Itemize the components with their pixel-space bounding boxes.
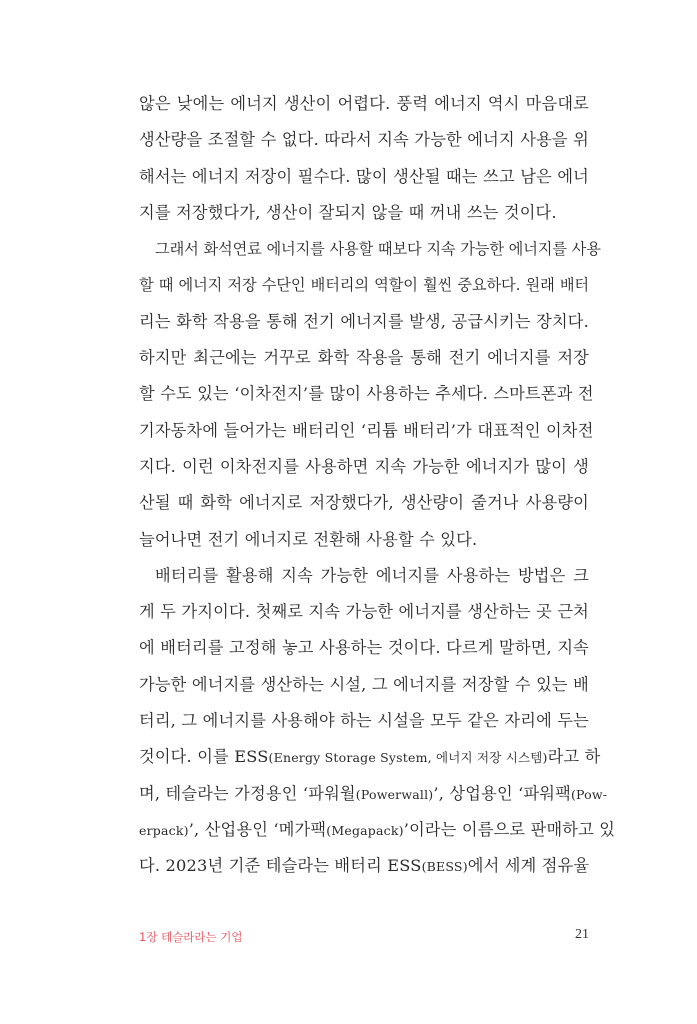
text-line: 게 두 가지이다. 첫째로 지속 가능한 에너지를 생산하는 곳 근처 (139, 602, 589, 622)
text-line: 할 때 에너지 저장 수단인 배터리의 역할이 훨씬 중요하다. 원래 배터 (139, 276, 589, 295)
text-segment: ’, 산업용인 ‘메가팩 (188, 819, 327, 839)
chapter-title: 1장 테슬라라는 기업 (139, 930, 243, 944)
text-line: 터리, 그 에너지를 사용해야 하는 시설을 모두 같은 자리에 두는 (139, 711, 589, 731)
text-line: 리는 화학 작용을 통해 전기 에너지를 발생, 공급시키는 장치다. (139, 311, 589, 331)
powerpack-term: erpack) (139, 822, 189, 838)
text-segment: 다. 2023년 기준 테슬라는 배터리 ESS (139, 856, 422, 876)
powerwall-term: (Powerwall) (355, 786, 434, 802)
text-line (139, 812, 616, 848)
text-line: 해서는 에너지 저장이 필수다. 많이 생산될 때는 쓰고 남은 에너 (139, 166, 589, 186)
text-line (139, 739, 601, 775)
text-segment: 며, 테슬라는 가정용인 ‘파워월 (139, 783, 356, 803)
text-segment: ’이라는 이름으로 판매하고 있 (403, 819, 616, 839)
text-line: 가능한 에너지를 생산하는 시설, 그 에너지를 저장할 수 있는 배 (139, 674, 589, 694)
text-line (139, 776, 608, 812)
text-segment: 것이다. 이를 ESS (139, 747, 269, 767)
text-line: 에 배터리를 고정해 놓고 사용하는 것이다. 다르게 말하면, 지속 (139, 638, 589, 658)
text-line (139, 848, 589, 884)
text-line: 배터리를 활용해 지속 가능한 에너지를 사용하는 방법은 크 (155, 565, 589, 585)
ess-expansion: (Energy Storage System, 에너지 저장 시스템) (268, 750, 548, 766)
text-segment: 에서 세계 점유율 (467, 856, 590, 876)
text-line: 지다. 이런 이차전지를 사용하면 지속 가능한 에너지가 많이 생 (139, 456, 589, 476)
bess-term: (BESS) (421, 859, 468, 875)
text-segment: ’, 상업용인 ‘파워팩 (433, 783, 571, 803)
text-line: 할 수도 있는 ‘이차전지’를 많이 사용하는 추세다. 스마트폰과 전 (139, 384, 594, 404)
text-line: 그래서 화석연료 에너지를 사용할 때보다 지속 가능한 에너지를 사용 (155, 240, 601, 259)
text-line: 지를 저장했다가, 생산이 잘되지 않을 때 꺼내 쓰는 것이다. (139, 202, 557, 222)
text-line: 늘어나면 전기 에너지로 전환해 사용할 수 있다. (139, 529, 478, 549)
page-number: 21 (575, 927, 589, 942)
text-line: 산될 때 화학 에너지로 저장했다가, 생산량이 줄거나 사용량이 (139, 493, 589, 513)
powerpack-term: (Pow- (570, 786, 608, 802)
text-line: 않은 낮에는 에너지 생산이 어렵다. 풍력 에너지 역시 마음대로 (139, 94, 589, 113)
text-line: 기자동차에 들어가는 배터리인 ‘리튬 배터리’가 대표적인 이차전 (139, 420, 594, 440)
text-segment: 라고 하 (547, 747, 601, 767)
text-line: 생산량을 조절할 수 없다. 따라서 지속 가능한 에너지 사용을 위 (139, 130, 589, 150)
megapack-term: (Megapack) (326, 822, 404, 838)
page-footer (139, 929, 589, 949)
body-text (139, 86, 616, 885)
text-line: 하지만 최근에는 거꾸로 화학 작용을 통해 전기 에너지를 저장 (139, 348, 589, 368)
